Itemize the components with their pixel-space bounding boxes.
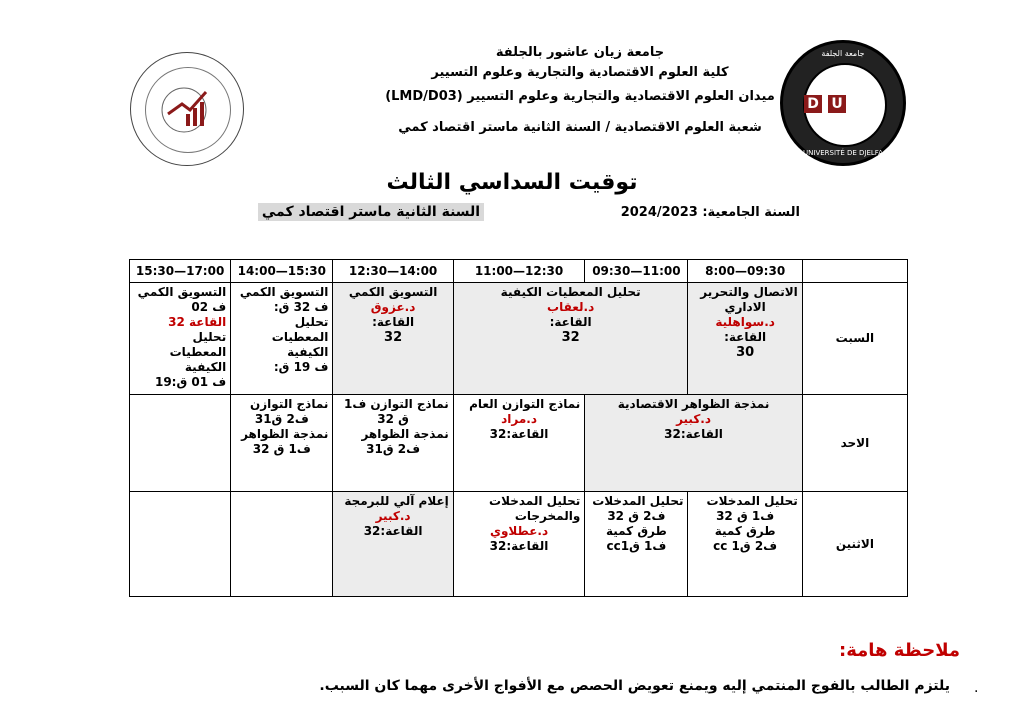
cell-mon-6 <box>130 492 231 597</box>
university-logo: جامعة الجلفة UD UNIVERSITÉ DE DJELFA <box>780 40 906 166</box>
cell-sun-5: نماذج التوازن ف2 ق31 نمذجة الظواهر ف1 ق 32 <box>231 395 333 492</box>
time-slot-4: 14:00—12:30 <box>333 260 453 283</box>
cell-mon-1: تحليل المدخلات ف1 ق 32 طرق كمية ف2 قcc 1 <box>688 492 802 597</box>
time-slot-2: 11:00—09:30 <box>585 260 688 283</box>
domain-name: ميدان العلوم الاقتصادية والتجارية وعلوم التسيير (LMD/D03) <box>385 89 775 104</box>
cell-mon-2: تحليل المدخلات ف2 ق 32 طرق كمية ف1 قcc1 <box>585 492 688 597</box>
day-monday: الاثنين <box>802 492 907 597</box>
branch-name: شعبة العلوم الاقتصادية / السنة الثانية ماستر اقتصاد كمي <box>398 120 762 135</box>
university-name: جامعة زيان عاشور بالجلفة <box>495 45 665 60</box>
table-row-saturday <box>130 283 908 395</box>
schedule-table <box>129 259 908 597</box>
day-sunday: الاحد <box>802 395 907 492</box>
note-text: يلتزم الطالب بالفوج المنتمي إليه ويمنع تعويض الحصص مع الأفواج الأخرى مهما كان السبب. <box>319 678 950 694</box>
cell-sun-1-2: نمذجة الظواهر الاقتصادية د.كبير القاعة:32 <box>585 395 803 492</box>
time-slot-6: 17:00—15:30 <box>130 260 231 283</box>
note-dot: . <box>974 680 979 696</box>
cell-sat-2-3: تحليل المعطيات الكيفية د.لعقاب القاعة: 32 <box>453 283 688 395</box>
table-row-monday <box>130 492 908 597</box>
chart-emblem-icon <box>146 68 230 152</box>
time-slot-3: 12:30—11:00 <box>453 260 585 283</box>
cell-sun-4: نماذج التوازن ف1 ق 32 نمذجة الظواهر ف2 ق31 <box>333 395 453 492</box>
note-title: ملاحظة هامة: <box>839 640 960 661</box>
table-header-row <box>130 260 908 283</box>
cell-mon-5 <box>231 492 333 597</box>
cell-sun-3: نماذج التوازن العام د.مراد القاعة:32 <box>453 395 585 492</box>
cell-sat-4: التسويق الكمي د.عزوق القاعة: 32 <box>333 283 453 395</box>
academic-year: السنة الجامعية: 2024/2023 <box>620 205 800 220</box>
time-slot-5: 15:30—14:00 <box>231 260 333 283</box>
faculty-name: كلية العلوم الاقتصادية والتجارية وعلوم التسيير <box>431 65 729 80</box>
cell-sat-5: التسويق الكمي ف 32 ق: تحليل المعطيات الكيفية ف 19 ق: <box>231 283 333 395</box>
level-badge: السنة الثانية ماستر اقتصاد كمي <box>258 203 484 221</box>
faculty-logo <box>130 52 244 166</box>
cell-sat-1: الاتصال والتحرير الاداري د.سواهلية القاعة: 30 <box>688 283 802 395</box>
table-row-sunday <box>130 395 908 492</box>
time-slot-1: 09:30—8:00 <box>688 260 802 283</box>
cell-mon-3: تحليل المدخلات والمخرجات د.عطلاوي القاعة:32 <box>453 492 585 597</box>
page-title: توقيت السداسي الثالث <box>386 170 638 195</box>
cell-sat-6: التسويق الكمي ف 02 القاعة 32 تحليل المعطيات الكيفية ف 01 ق:19 <box>130 283 231 395</box>
cell-mon-4: إعلام آلي للبرمجة د.كبير القاعة:32 <box>333 492 453 597</box>
day-saturday: السبت <box>802 283 907 395</box>
cell-sun-6 <box>130 395 231 492</box>
corner-cell <box>802 260 907 283</box>
